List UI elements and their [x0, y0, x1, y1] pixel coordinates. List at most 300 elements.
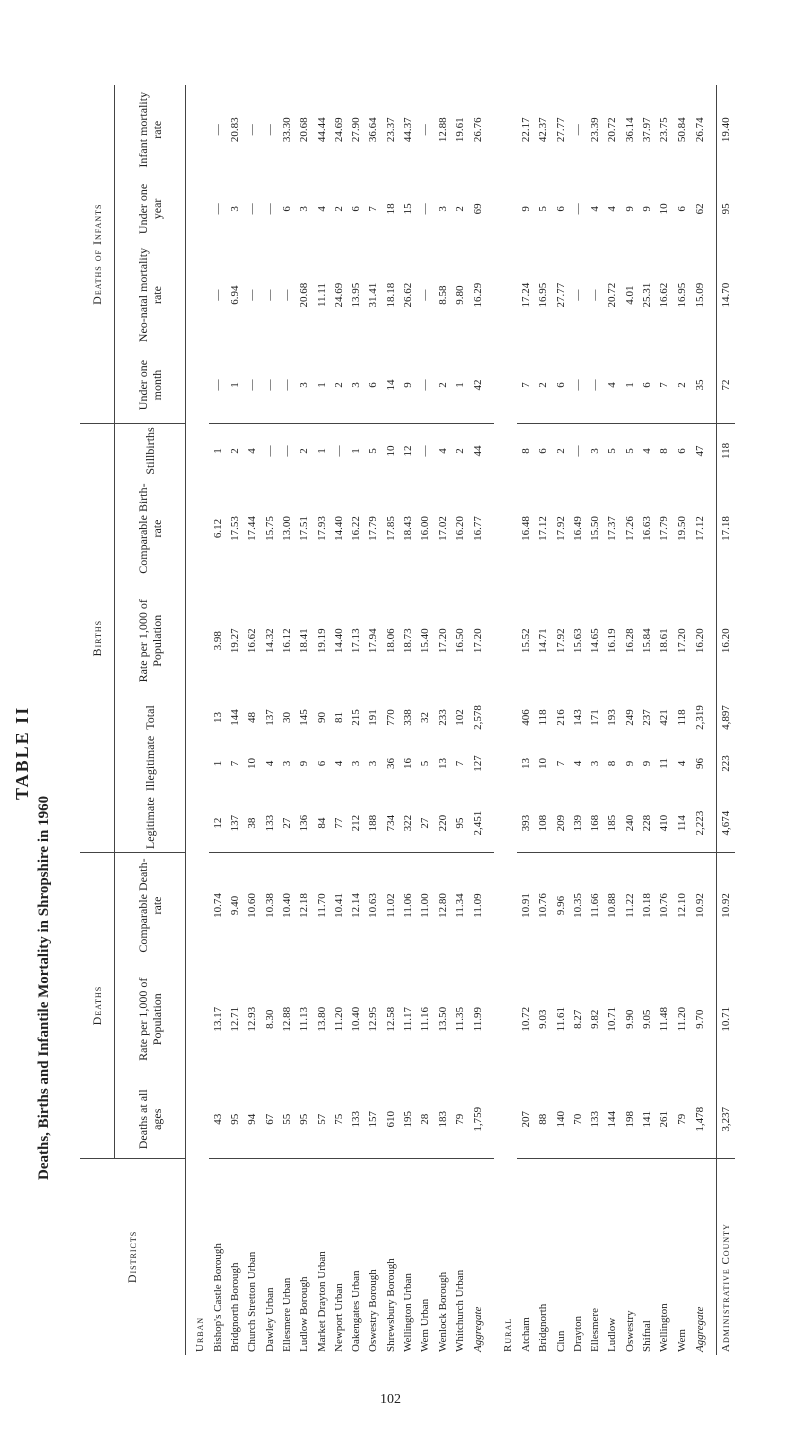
- table-cell: —: [332, 445, 345, 457]
- table-row: [417, 85, 434, 1355]
- district-name: Whitchurch Urban: [453, 1269, 466, 1352]
- table-cell: 322: [399, 794, 416, 852]
- table-cell: 17.79: [367, 516, 380, 541]
- table-cell: 18.41: [298, 628, 311, 654]
- table-cell: 1,478: [690, 1081, 717, 1159]
- table-cell: —: [419, 124, 432, 136]
- table-cell: 3: [348, 347, 365, 424]
- table-cell: 81: [332, 711, 345, 723]
- table-cell: 17.20: [436, 628, 449, 654]
- table-cell: 16.20: [694, 628, 707, 654]
- table-cell: —: [571, 445, 584, 457]
- table-cell: 20.72: [606, 282, 619, 308]
- comparable-birth-rate-header: Comparable Birth-rate: [115, 478, 186, 580]
- table-cell: 145: [298, 709, 311, 726]
- table-cell: —: [246, 289, 259, 301]
- table-cell: —: [263, 445, 276, 457]
- table-cell: 223: [717, 733, 735, 794]
- table-cell: 4: [641, 448, 654, 454]
- table-cell: 18.73: [402, 628, 414, 654]
- table-cell: 16.63: [641, 516, 654, 541]
- table-cell: 17.53: [229, 516, 242, 541]
- table-cell: 10.74: [211, 893, 224, 918]
- district-name: Oswestry: [623, 1310, 636, 1352]
- table-cell: 10.92: [717, 853, 735, 958]
- district-name: Ellesmere Urban: [281, 1277, 294, 1352]
- table-cell: 16.95: [537, 282, 550, 308]
- table-cell: 20.72: [606, 117, 619, 143]
- table-cell: 36: [384, 757, 397, 769]
- table-cell: 3: [589, 760, 602, 767]
- table-cell: 26.62: [402, 282, 414, 308]
- table-cell: 7: [453, 760, 466, 767]
- table-row: [552, 85, 569, 1355]
- table-cell: —: [263, 203, 276, 215]
- table-row: [690, 85, 717, 1355]
- table-cell: 16: [402, 757, 414, 769]
- under-one-year-header: Under one year: [115, 174, 186, 243]
- table-cell: 9.03: [537, 1009, 550, 1029]
- table-cell: 139: [569, 794, 586, 852]
- table-cell: 3: [229, 206, 242, 212]
- table-cell: 168: [587, 794, 604, 852]
- district-name: Bridgnorth Borough: [229, 1262, 242, 1352]
- table-cell: 13.50: [436, 1006, 449, 1032]
- group-header-row: [80, 85, 115, 1355]
- table-cell: 10.38: [263, 893, 276, 918]
- table-cell: 4,674: [717, 794, 735, 852]
- table-cell: 13: [211, 711, 224, 723]
- table-row: [468, 85, 494, 1355]
- table-cell: 193: [606, 709, 619, 726]
- table-cell: 16.00: [419, 516, 432, 541]
- birth-rate-header: Rate per 1,000 of Population: [115, 579, 186, 702]
- table-cell: 8: [658, 448, 671, 454]
- table-cell: 16.62: [658, 282, 671, 308]
- neonatal-rate-header: Neo-natal mortality rate: [115, 243, 186, 346]
- table-cell: 11.20: [332, 1007, 345, 1032]
- stillbirths-header: Stillbirths: [115, 424, 186, 478]
- table-row: [535, 85, 552, 1355]
- table-cell: 114: [673, 794, 690, 852]
- district-name: Oakengates Urban: [350, 1270, 363, 1352]
- district-name: Wenlock Borough: [436, 1271, 449, 1352]
- table-cell: 10: [384, 445, 397, 457]
- table-cell: 6: [675, 448, 688, 454]
- district-name: Dawley Urban: [263, 1287, 276, 1352]
- table-cell: 27: [278, 794, 295, 852]
- table-cell: 17.51: [298, 516, 311, 541]
- table-row: [382, 85, 399, 1355]
- district-name: Oswestry Borough: [367, 1269, 380, 1352]
- district-name: Atcham: [520, 1317, 533, 1352]
- table-cell: 18.43: [402, 516, 414, 541]
- table-cell: 4: [332, 760, 345, 767]
- table-row: [656, 85, 673, 1355]
- table-cell: 8.30: [263, 1009, 276, 1029]
- table-cell: 16.95: [675, 282, 688, 308]
- table-cell: 13.17: [211, 1006, 224, 1032]
- table-cell: 421: [658, 709, 671, 726]
- table-cell: 17.12: [694, 516, 707, 541]
- table-cell: 8.27: [571, 1009, 584, 1029]
- section-row-urban: [186, 85, 210, 1355]
- table-cell: 191: [367, 709, 380, 726]
- table-cell: 3: [281, 760, 294, 767]
- table-cell: 96: [694, 757, 707, 769]
- table-cell: 11.48: [658, 1007, 671, 1032]
- table-cell: 10.72: [520, 1006, 533, 1032]
- table-cell: 4: [246, 448, 259, 454]
- table-cell: 188: [365, 794, 382, 852]
- table-cell: 108: [535, 794, 552, 852]
- table-cell: 13: [436, 757, 449, 769]
- table-cell: 10.91: [520, 893, 533, 918]
- table-cell: 11.34: [453, 893, 466, 918]
- table-cell: 1: [211, 448, 224, 454]
- table-cell: 14.70: [717, 243, 735, 346]
- table-cell: 17.26: [623, 516, 636, 541]
- table-cell: 27.77: [554, 117, 567, 143]
- table-cell: 144: [229, 709, 242, 726]
- table-cell: 9.90: [623, 1009, 636, 1029]
- district-name: Ludlow: [606, 1317, 619, 1352]
- table-cell: 32: [419, 711, 432, 723]
- table-cell: 42.37: [537, 117, 550, 143]
- table-cell: 2: [535, 347, 552, 424]
- table-cell: 11.06: [402, 893, 414, 918]
- table-cell: 5: [537, 206, 550, 212]
- table-row: [296, 85, 313, 1355]
- table-cell: 16.62: [246, 628, 259, 654]
- table-cell: 19.50: [675, 516, 688, 541]
- table-cell: —: [281, 445, 294, 457]
- table-cell: 35: [690, 347, 717, 424]
- table-cell: —: [281, 289, 294, 301]
- district-name: Wellington Urban: [402, 1273, 414, 1352]
- table-cell: 9: [623, 760, 636, 767]
- table-cell: 38: [244, 794, 261, 852]
- district-name: Market Drayton Urban: [315, 1251, 328, 1352]
- table-row: [638, 85, 655, 1355]
- table-cell: 15.50: [589, 516, 602, 541]
- table-cell: 22.17: [520, 117, 533, 143]
- table-cell: 18.06: [384, 628, 397, 654]
- table-cell: —: [263, 289, 276, 301]
- table-cell: 133: [261, 794, 278, 852]
- table-cell: 4: [263, 760, 276, 767]
- table-cell: 11.00: [419, 893, 432, 918]
- table-cell: 2,319: [694, 705, 707, 730]
- table-cell: 1: [350, 448, 363, 454]
- table-cell: 212: [348, 794, 365, 852]
- table-cell: 43: [209, 1081, 226, 1159]
- table-cell: 8.58: [436, 285, 449, 305]
- table-cell: 133: [348, 1081, 365, 1159]
- table-cell: —: [571, 203, 584, 215]
- table-cell: 13.80: [315, 1006, 328, 1032]
- table-cell: 17.37: [606, 516, 619, 541]
- table-cell: 30: [281, 711, 294, 723]
- table-cell: 9.82: [589, 1009, 602, 1029]
- table-cell: 11.66: [589, 893, 602, 918]
- table-cell: 18: [384, 203, 397, 215]
- table-cell: 5: [419, 760, 432, 767]
- table-cell: 11.09: [472, 893, 485, 918]
- table-cell: 10.76: [658, 893, 671, 918]
- table-cell: 7: [517, 347, 534, 424]
- table-cell: 237: [641, 709, 654, 726]
- table-cell: 734: [382, 794, 399, 852]
- table-cell: 9.40: [229, 895, 242, 916]
- district-name: Ellesmere: [589, 1308, 602, 1352]
- district-name: Wem: [675, 1329, 688, 1352]
- district-name: Shifnal: [641, 1320, 654, 1352]
- district-name: Aggregate: [472, 1306, 485, 1352]
- table-cell: 171: [589, 709, 602, 726]
- table-cell: 19.19: [315, 628, 328, 654]
- county-row: [717, 85, 735, 1355]
- table-cell: 23.39: [589, 117, 602, 143]
- table-cell: —: [571, 289, 584, 301]
- table-cell: 16.20: [453, 516, 466, 541]
- table-cell: 17.44: [246, 516, 259, 541]
- table-cell: 4.01: [623, 285, 636, 305]
- table-cell: 31.41: [367, 282, 380, 308]
- table-cell: 12.58: [384, 1006, 397, 1032]
- table-cell: 2,223: [690, 794, 717, 852]
- table-cell: 75: [330, 1081, 347, 1159]
- table-cell: 216: [554, 709, 567, 726]
- table-cell: 44.37: [402, 117, 414, 143]
- table-cell: 6: [350, 206, 363, 212]
- table-body: [186, 85, 736, 1355]
- table-cell: 9: [399, 347, 416, 424]
- table-cell: 4: [606, 206, 619, 212]
- table-cell: 20.83: [229, 117, 242, 143]
- table-cell: 9: [298, 760, 311, 767]
- section-label-rural: Rural: [501, 1317, 514, 1352]
- table-cell: 50.84: [675, 117, 688, 143]
- table-cell: 16.22: [350, 516, 363, 541]
- table-cell: 84: [313, 794, 330, 852]
- table-cell: 215: [350, 709, 363, 726]
- table-cell: —: [587, 347, 604, 424]
- table-cell: 17.79: [658, 516, 671, 541]
- table-cell: —: [261, 347, 278, 424]
- table-cell: 20.68: [298, 117, 311, 143]
- table-cell: 17.20: [472, 628, 485, 654]
- table-cell: 16.19: [606, 628, 619, 654]
- table-cell: 1: [621, 347, 638, 424]
- table-cell: 14.40: [332, 516, 345, 541]
- table-cell: 24.69: [332, 282, 345, 308]
- legitimate-header: Legitimate: [115, 794, 186, 852]
- table-cell: —: [569, 347, 586, 424]
- district-name: Drayton: [571, 1315, 584, 1352]
- table-row: [399, 85, 416, 1355]
- table-cell: 240: [621, 794, 638, 852]
- table-cell: —: [244, 347, 261, 424]
- table-cell: 55: [278, 1081, 295, 1159]
- table-cell: 13.95: [350, 282, 363, 308]
- district-name: Bishop's Castle Borough: [211, 1243, 224, 1352]
- table-cell: —: [209, 347, 226, 424]
- table-cell: 6: [554, 206, 567, 212]
- table-cell: 406: [520, 709, 533, 726]
- table-cell: 770: [384, 709, 397, 726]
- table-cell: 2,578: [472, 705, 485, 730]
- district-name: Ludlow Borough: [298, 1276, 311, 1352]
- table-cell: 6.12: [211, 518, 224, 539]
- table-cell: 3.98: [211, 631, 224, 651]
- total-births-header: Total: [115, 702, 186, 733]
- table-cell: 198: [621, 1081, 638, 1159]
- table-row: [604, 85, 621, 1355]
- table-cell: 14.65: [589, 628, 602, 654]
- table-cell: —: [589, 289, 602, 301]
- table-cell: 209: [552, 794, 569, 852]
- table-cell: 7: [554, 760, 567, 767]
- table-subtitle: Deaths, Births and Infantile Mortality in Shropshire in 1960: [36, 795, 52, 1180]
- table-cell: 207: [517, 1081, 534, 1159]
- table-cell: 12.10: [675, 893, 688, 918]
- table-cell: 9: [623, 206, 636, 212]
- table-cell: 16.48: [520, 516, 533, 541]
- table-cell: 12.71: [229, 1006, 242, 1032]
- districts-header: Districts: [80, 1159, 186, 1356]
- page-number: 102: [380, 1392, 401, 1407]
- table-cell: 11.13: [298, 1007, 311, 1032]
- table-cell: —: [246, 203, 259, 215]
- table-cell: 3: [350, 760, 363, 767]
- table-cell: 6: [537, 448, 550, 454]
- table-cell: 9: [520, 206, 533, 212]
- table-cell: 79: [673, 1081, 690, 1159]
- table-cell: 24.69: [332, 117, 345, 143]
- table-cell: 27.90: [350, 117, 363, 143]
- table-cell: 17.92: [554, 516, 567, 541]
- table-cell: 410: [656, 794, 673, 852]
- table-cell: 20.68: [298, 282, 311, 308]
- district-name: Wellington: [658, 1303, 671, 1352]
- table-cell: 2,451: [468, 794, 494, 852]
- table-cell: —: [211, 289, 224, 301]
- table-cell: 10.92: [694, 893, 707, 918]
- table-cell: 1: [211, 760, 224, 767]
- table-cell: 11.22: [623, 893, 636, 918]
- table-cell: 12.88: [436, 117, 449, 143]
- table-cell: 12.88: [281, 1006, 294, 1032]
- table-cell: 15.52: [520, 628, 533, 654]
- table-cell: 137: [227, 794, 244, 852]
- table-cell: 9.70: [694, 1009, 707, 1029]
- table-cell: 15.40: [419, 628, 432, 654]
- table-cell: 9.80: [453, 285, 466, 305]
- table-cell: 12.80: [436, 893, 449, 918]
- table-cell: 77: [330, 794, 347, 852]
- table-cell: 11.35: [453, 1007, 466, 1032]
- table-cell: 16.29: [472, 282, 485, 308]
- table-cell: 8: [520, 448, 533, 454]
- table-cell: 90: [315, 711, 328, 723]
- table-cell: 9: [641, 760, 654, 767]
- table-cell: 37.97: [641, 117, 654, 143]
- table-cell: 137: [263, 709, 276, 726]
- table-row: [348, 85, 365, 1355]
- table-cell: 127: [472, 755, 485, 772]
- table-cell: 1: [227, 347, 244, 424]
- table-cell: 17.94: [367, 628, 380, 654]
- table-cell: 3: [367, 760, 380, 767]
- table-cell: 26.76: [472, 117, 485, 143]
- infant-deaths-group-header: Deaths of Infants: [80, 85, 115, 424]
- district-name: Aggregate: [694, 1306, 707, 1352]
- table-cell: 25.31: [641, 282, 654, 308]
- table-cell: 18.18: [384, 282, 397, 308]
- infant-mortality-header: Infant mortality rate: [115, 85, 186, 174]
- table-cell: 118: [717, 424, 735, 478]
- district-name: Clun: [554, 1330, 567, 1352]
- table-cell: 10: [537, 757, 550, 769]
- table-cell: 23.37: [384, 117, 397, 143]
- table-cell: 2: [298, 448, 311, 454]
- table-row: [434, 85, 451, 1355]
- table-cell: 12: [209, 794, 226, 852]
- table-cell: 140: [552, 1081, 569, 1159]
- table-cell: 19.40: [717, 85, 735, 174]
- table-row: [227, 85, 244, 1355]
- table-cell: 3,237: [717, 1081, 735, 1159]
- table-cell: 16.20: [717, 579, 735, 702]
- table-cell: 157: [365, 1081, 382, 1159]
- table-cell: 10: [246, 757, 259, 769]
- table-row: [244, 85, 261, 1355]
- table-cell: 141: [638, 1081, 655, 1159]
- table-cell: 62: [694, 203, 707, 215]
- table-cell: 10: [658, 203, 671, 215]
- table-cell: 133: [587, 1081, 604, 1159]
- table-cell: 23.75: [658, 117, 671, 143]
- table-cell: 16.28: [623, 628, 636, 654]
- table-cell: 10.35: [571, 893, 584, 918]
- table-cell: 2: [434, 347, 451, 424]
- county-label: Administrative County: [717, 1159, 735, 1356]
- table-row: [517, 85, 534, 1355]
- table-cell: 1: [451, 347, 468, 424]
- table-cell: 3: [436, 206, 449, 212]
- table-cell: 6: [315, 760, 328, 767]
- table-row: [621, 85, 638, 1355]
- table-cell: 144: [604, 1081, 621, 1159]
- table-cell: 6.94: [229, 285, 242, 305]
- table-cell: 10.88: [606, 893, 619, 918]
- table-cell: 2: [453, 206, 466, 212]
- table-cell: 95: [717, 174, 735, 243]
- deaths-group-header: Deaths: [80, 853, 115, 1159]
- table-cell: 7: [229, 760, 242, 767]
- table-cell: —: [417, 347, 434, 424]
- table-cell: 4: [675, 760, 688, 767]
- table-cell: 183: [434, 1081, 451, 1159]
- table-cell: 118: [537, 709, 550, 726]
- district-name: Bridgnorth: [537, 1303, 550, 1352]
- table-cell: 12: [402, 445, 414, 457]
- table-cell: 8: [606, 760, 619, 767]
- table-cell: 27.77: [554, 282, 567, 308]
- table-cell: 17.92: [554, 628, 567, 654]
- table-cell: 4: [589, 206, 602, 212]
